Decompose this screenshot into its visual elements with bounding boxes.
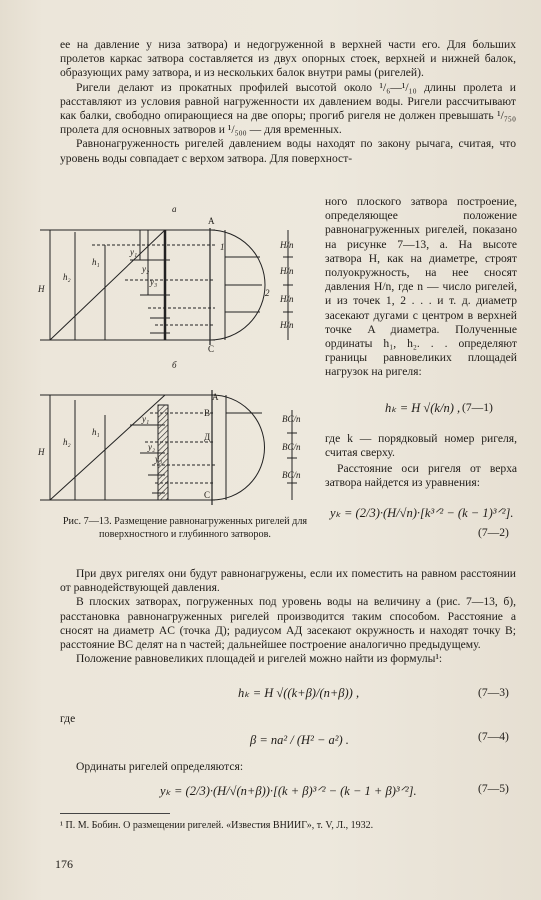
text-block-top [60,38,516,166]
fig-a-label-Hn-2: H/n [280,266,294,276]
paragraph-3-wrap: ного плоского затвора построение, определяющее положение равнонагруженных ригелей, показано на рисунке 7—13, а. На высоте затвора H, как на диаметре, строят полуокружность, на нее сносят давления H/n, где n — число ригелей, и из точек 1, 2 . . . и т. д. диаметр засекают дугами с центром в верхней точке A диаметра. Полученные ординаты h₁, h₂. . . определяют границы равновеликих площадей нагрузок на ригеля: [325,195,517,379]
paragraph-5: Расстояние оси ригеля от верха затвора найдется из уравнения: [325,462,517,490]
fig-a-label-Hn-3: H/n [280,294,294,304]
fig-b-label-C: С [204,490,211,500]
fig-b-label-A: А [212,392,219,402]
paragraph-6: При двух ригелях они будут равнонагружены, если их поместить на равном расстоянии от равнодействующей давления. [60,567,516,595]
fig-a-label-h2: h₂ [63,272,71,282]
fig-b-label-y3: y₃ [155,454,163,464]
fig-b-label-D: Д [204,432,211,442]
fig-label-b: б [172,360,177,370]
footnote-rule [60,813,170,814]
fig-a-label-Hn-1: H/n [280,240,294,250]
formula-7-4: β = na² / (H² − a²) . [250,733,349,747]
eq-number-7-4: (7—4) [478,730,509,743]
eq-number-7-2: (7—2) [478,526,509,539]
eq-number-7-1: (7—1) [462,401,493,414]
page-number: 176 [55,857,73,871]
where-label: где [60,712,76,725]
paragraph-8: Положение равновеликих площадей и ригелей можно найти из формулы¹: [76,652,443,666]
fig-a-label-H: H [38,284,45,294]
fig-a-label-y2: y₂ [142,264,150,274]
fig-b-label-BCn-1: BC/n [282,414,301,424]
fig-a-label-A: А [208,216,215,226]
paragraph-1: ее на давление у низа затвора) и недогруженной в верхней части его. Для больших пролетов каркас затвора составляется из двух опорных стоек, верхней и нижней балок, образующих раму затвора, и из нескольких балок внутри рамы (ригелей). [60,38,516,80]
formula-7-1: hₖ = H √(k/n) , [385,401,461,415]
fig-a-label-h1: h₁ [92,257,100,267]
fig-b-label-B: В [204,408,211,418]
paragraph-9: Ординаты ригелей определяются: [76,760,244,773]
formula-7-5: yₖ = (2/3)·(H/√(n+β))·[(k + β)³ᐟ² − (k − 1 + β)³ᐟ²]. [160,784,417,798]
text-block-bottom [60,567,516,666]
fig-b-label-H: H [38,447,45,457]
formula-7-2: yₖ = (2/3)·(H/√n)·[k³ᐟ² − (k − 1)³ᐟ²]. [330,506,514,520]
eq-number-7-3: (7—3) [478,686,509,699]
figure-7-13 [30,200,325,510]
fig-b-label-y1: y₁ [142,414,150,424]
paragraph-3-intro: Равнонагруженность ригелей давлением воды находят по закону рычага, считая, что уровень воды совпадает с верхом затвора. Для поверхност- [60,137,516,165]
fig-a-label-Hn-4: H/n [280,320,294,330]
formula-7-3: hₖ = H √((k+β)/(n+β)) , [238,686,360,700]
fig-a-label-C: С [208,344,215,354]
fig-a-label-two: 2 [265,288,270,298]
fig-a-label-y1: y₁ [130,247,138,257]
fig-b-label-h2: h₂ [63,437,71,447]
fig-label-a: а [172,204,177,214]
fig-b-label-BCn-2: BC/n [282,442,301,452]
fig-b-label-h1: h₁ [92,427,100,437]
fig-a-label-one: 1 [220,242,225,252]
paragraph-2: Ригели делают из прокатных профилей высотой около ¹/₆—¹/₁₀ длины пролета и расставляют из условия равной нагруженности их давлением воды. Ригели рассчитывают как балки, свободно опирающиеся на две опоры; прогиб ригеля не должен превышать ¹/₇₅₀ пролета для основных затворов и ¹/₅₀₀ — для временных. [60,80,516,137]
fig-a-label-y3: y₃ [150,277,158,287]
fig-b-label-BCn-3: BC/n [282,470,301,480]
paragraph-7: В плоских затворах, погруженных под уровень воды на величину a (рис. 7—13, б), расстановка равнонагруженных ригелей производится таким способом. Расстояние a сносят на диаметр AC (точка Д); радиусом АД засекают окружность и находят точку B; расстояние BC делят на n частей; дальнейшее построение аналогично предыдущему. [60,595,516,652]
paragraph-4: где k — порядковый номер ригеля, считая сверху. [325,432,517,460]
figure-caption: Рис. 7—13. Размещение равнонагруженных ригелей для поверхностного и глубинного затворов. [62,516,308,540]
footnote: ¹ П. М. Бобин. О размещении ригелей. «Известия ВНИИГ», т. V, Л., 1932. [60,820,374,831]
eq-number-7-5: (7—5) [478,782,509,795]
fig-b-label-y2: y₂ [148,442,156,452]
